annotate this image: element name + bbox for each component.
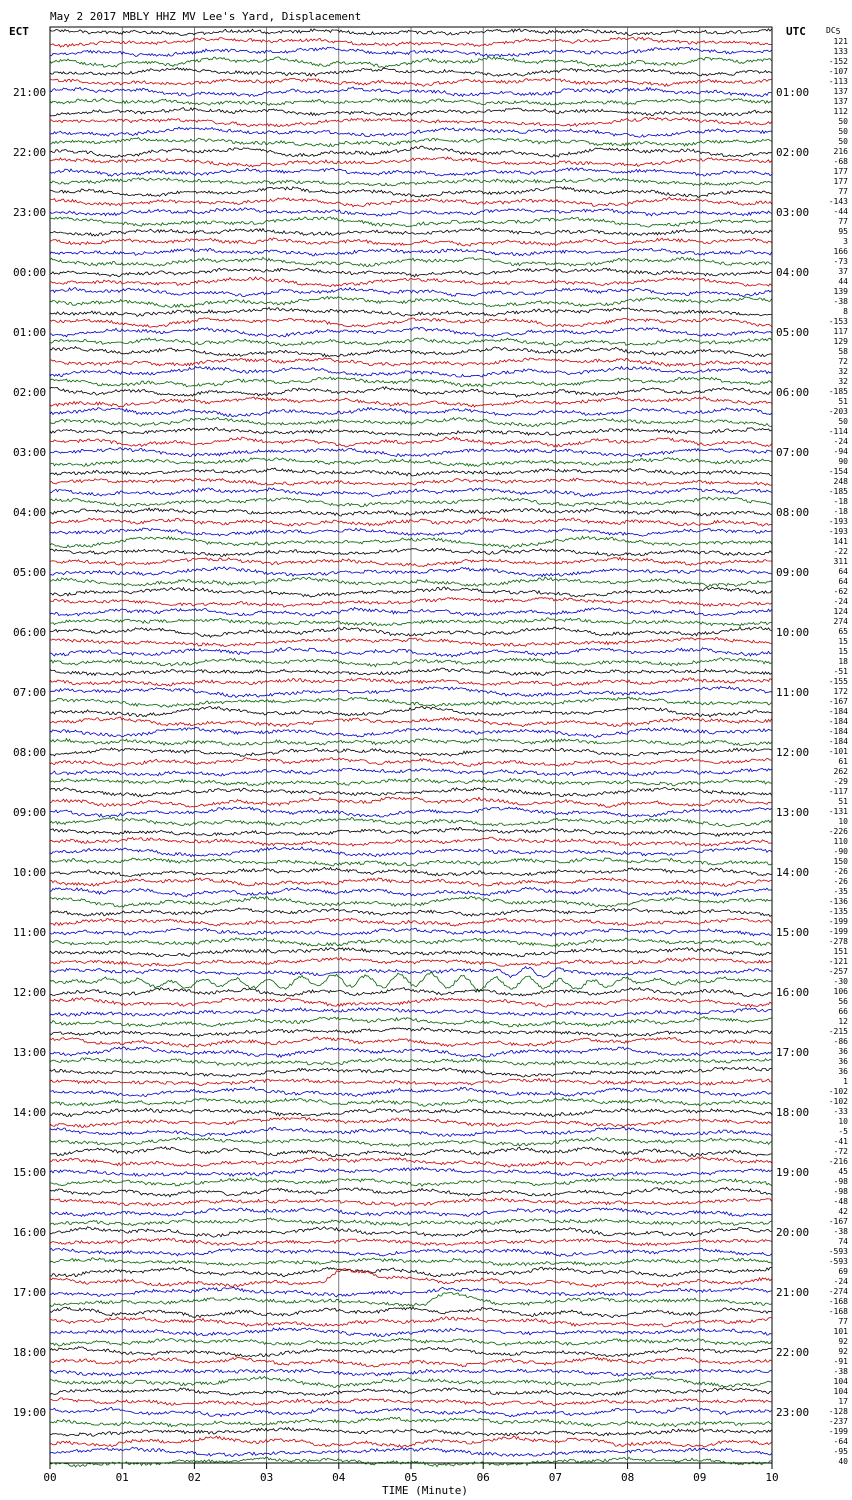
dc-offset-labels xyxy=(829,37,848,1466)
dc-offset-label: -184 xyxy=(828,727,848,736)
right-hour-label: 21:00 xyxy=(776,1286,810,1299)
dc-offset-label: -136 xyxy=(828,897,848,906)
dc-offset-label: 137 xyxy=(833,97,848,106)
dc-offset-label: 51 xyxy=(838,797,848,806)
dc-offset-label: 311 xyxy=(833,557,848,566)
dc-offset-label: -101 xyxy=(828,747,848,756)
dc-offset-label: 117 xyxy=(833,327,848,336)
dc-offset-label: -73 xyxy=(833,257,848,266)
dc-offset-label: -44 xyxy=(833,207,848,216)
dc-offset-label: 133 xyxy=(833,47,848,56)
dc-offset-label: 95 xyxy=(838,227,848,236)
dc-offset-label: -24 xyxy=(833,597,848,606)
right-hour-label: 09:00 xyxy=(776,566,810,579)
dc-offset-header xyxy=(826,26,841,36)
dc-offset-label: -184 xyxy=(828,707,848,716)
dc-offset-label: -185 xyxy=(828,487,848,496)
dc-offset-label: 166 xyxy=(833,247,848,256)
left-hour-label: 23:00 xyxy=(13,206,47,219)
right-hour-label: 18:00 xyxy=(776,1106,810,1119)
dc-offset-label: -38 xyxy=(833,1227,848,1236)
right-hour-labels xyxy=(776,86,809,1419)
dc-offset-label: -185 xyxy=(828,387,848,396)
right-hour-label: 13:00 xyxy=(776,806,810,819)
minute-gridlines xyxy=(122,27,700,1463)
right-hour-label: 19:00 xyxy=(776,1166,810,1179)
left-timezone-label: ECT xyxy=(9,25,29,38)
dc-offset-label: 177 xyxy=(833,177,848,186)
dc-offset-label: -24 xyxy=(833,1277,848,1286)
left-hour-label: 02:00 xyxy=(13,386,47,399)
dc-offset-label: -199 xyxy=(828,1427,848,1436)
left-hour-label: 00:00 xyxy=(13,266,47,279)
dc-offset-label: 36 xyxy=(838,1047,848,1056)
dc-offset-label: 37 xyxy=(838,267,848,276)
dc-offset-label: 56 xyxy=(838,997,848,1006)
dc-offset-label: -167 xyxy=(828,697,848,706)
dc-offset-label: -62 xyxy=(833,587,848,596)
dc-offset-label: 101 xyxy=(833,1327,848,1336)
dc-offset-label: -30 xyxy=(833,977,848,986)
dc-offset-label: 50 xyxy=(838,127,848,136)
left-hour-label: 21:00 xyxy=(13,86,47,99)
dc-offset-label: 10 xyxy=(838,1117,848,1126)
dc-offset-label: -135 xyxy=(828,907,848,916)
dc-offset-label: -193 xyxy=(828,517,848,526)
dc-offset-label: -35 xyxy=(833,887,848,896)
dc-offset-label: -128 xyxy=(828,1407,848,1416)
right-hour-label: 22:00 xyxy=(776,1346,810,1359)
dc-offset-label: 77 xyxy=(838,217,848,226)
dc-offset-label: 106 xyxy=(833,987,848,996)
left-hour-label: 22:00 xyxy=(13,146,47,159)
dc-offset-label: -22 xyxy=(833,547,848,556)
dc-offset-label: 141 xyxy=(833,537,848,546)
dc-offset-label: -94 xyxy=(833,447,848,456)
right-hour-label: 17:00 xyxy=(776,1046,810,1059)
right-hour-label: 07:00 xyxy=(776,446,810,459)
dc-offset-label: 12 xyxy=(838,1017,848,1026)
right-hour-label: 11:00 xyxy=(776,686,810,699)
dc-offset-label: 129 xyxy=(833,337,848,346)
dc-offset-label: -48 xyxy=(833,1197,848,1206)
dc-offset-label: 10 xyxy=(838,817,848,826)
x-tick-label: 04 xyxy=(332,1471,346,1484)
right-hour-label: 08:00 xyxy=(776,506,810,519)
dc-offset-label: -593 xyxy=(828,1247,848,1256)
dc-offset-label: -18 xyxy=(833,497,848,506)
dc-offset-label: 40 xyxy=(838,1457,848,1466)
dc-offset-label: 139 xyxy=(833,287,848,296)
dc-offset-label: -155 xyxy=(828,677,848,686)
left-hour-label: 03:00 xyxy=(13,446,47,459)
right-timezone-label: UTC xyxy=(786,25,806,38)
dc-offset-label: -107 xyxy=(828,67,848,76)
dc-offset-label: -5 xyxy=(838,1127,848,1136)
dc-offset-label: 110 xyxy=(833,837,848,846)
dc-offset-label: 262 xyxy=(833,767,848,776)
dc-offset-label: -38 xyxy=(833,1367,848,1376)
dc-offset-label: -29 xyxy=(833,777,848,786)
dc-offset-label: 151 xyxy=(833,947,848,956)
x-tick-label: 02 xyxy=(187,1471,202,1484)
dc-offset-label: -168 xyxy=(828,1307,848,1316)
left-hour-label: 08:00 xyxy=(13,746,47,759)
x-tick-label: 09 xyxy=(693,1471,707,1484)
left-hour-label: 10:00 xyxy=(13,866,47,879)
dc-offset-label: 61 xyxy=(838,757,848,766)
dc-offset-label: -24 xyxy=(833,437,848,446)
dc-offset-label: 64 xyxy=(838,577,848,586)
dc-offset-label: -154 xyxy=(828,467,848,476)
dc-offset-label: 150 xyxy=(833,857,848,866)
dc-offset-label: -593 xyxy=(828,1257,848,1266)
dc-offset-label: 18 xyxy=(838,657,848,666)
x-tick-label: 05 xyxy=(404,1471,418,1484)
dc-offset-label: 104 xyxy=(833,1387,848,1396)
dc-offset-label: 17 xyxy=(838,1397,848,1406)
dc-offset-label: 274 xyxy=(833,617,848,626)
left-hour-label: 17:00 xyxy=(13,1286,47,1299)
dc-offset-label: -199 xyxy=(828,917,848,926)
dc-offset-label: -38 xyxy=(833,297,848,306)
dc-offset-label: 137 xyxy=(833,87,848,96)
dc-offset-label: -257 xyxy=(828,967,848,976)
dc-offset-label: -199 xyxy=(828,927,848,936)
left-hour-label: 09:00 xyxy=(13,806,47,819)
dc-offset-label: -216 xyxy=(828,1157,848,1166)
x-tick-label: 06 xyxy=(476,1471,490,1484)
dc-offset-label: 90 xyxy=(838,457,848,466)
dc-offset-label: 32 xyxy=(838,367,848,376)
dc-offset-label: 45 xyxy=(838,1167,848,1176)
right-hour-label: 15:00 xyxy=(776,926,810,939)
dc-offset-label: 248 xyxy=(833,477,848,486)
x-tick-label: 10 xyxy=(765,1471,779,1484)
dc-offset-label: -102 xyxy=(828,1097,848,1106)
plot-title: May 2 2017 MBLY HHZ MV Lee's Yard, Displacement xyxy=(50,10,362,23)
left-hour-label: 01:00 xyxy=(13,326,47,339)
dc-offset-label: -68 xyxy=(833,157,848,166)
dc-offset-label: 172 xyxy=(833,687,848,696)
dc-offset-label: 177 xyxy=(833,167,848,176)
dc-offset-label: 112 xyxy=(833,107,848,116)
dc-offset-label: -64 xyxy=(833,1437,848,1446)
dc-offset-label: -86 xyxy=(833,1037,848,1046)
dc-offset-label: 50 xyxy=(838,417,848,426)
dc-offset-label: -237 xyxy=(828,1417,848,1426)
left-hour-label: 16:00 xyxy=(13,1226,47,1239)
dc-offset-label: -18 xyxy=(833,507,848,516)
left-hour-label: 04:00 xyxy=(13,506,47,519)
dc-offset-label: -98 xyxy=(833,1177,848,1186)
dc-offset-label: -278 xyxy=(828,937,848,946)
right-hour-label: 03:00 xyxy=(776,206,810,219)
dc-offset-label: 32 xyxy=(838,377,848,386)
dc-offset-label: 72 xyxy=(838,357,848,366)
right-hour-label: 20:00 xyxy=(776,1226,810,1239)
dc-offset-label: 36 xyxy=(838,1067,848,1076)
dc-offset-label: -98 xyxy=(833,1187,848,1196)
left-hour-label: 14:00 xyxy=(13,1106,47,1119)
dc-offset-header-subscript: 5 xyxy=(835,27,841,36)
dc-offset-label: -143 xyxy=(828,197,848,206)
dc-offset-label: -113 xyxy=(828,77,848,86)
right-hour-label: 05:00 xyxy=(776,326,810,339)
dc-offset-label: 64 xyxy=(838,567,848,576)
left-hour-label: 13:00 xyxy=(13,1046,47,1059)
right-hour-label: 02:00 xyxy=(776,146,810,159)
dc-offset-label: -33 xyxy=(833,1107,848,1116)
dc-offset-label: -41 xyxy=(833,1137,848,1146)
right-hour-label: 14:00 xyxy=(776,866,810,879)
dc-offset-label: -152 xyxy=(828,57,848,66)
left-hour-label: 07:00 xyxy=(13,686,47,699)
dc-offset-label: 92 xyxy=(838,1347,848,1356)
dc-offset-label: 3 xyxy=(843,237,848,246)
x-tick-label: 07 xyxy=(548,1471,563,1484)
right-hour-label: 10:00 xyxy=(776,626,810,639)
dc-offset-label: 1 xyxy=(843,1077,848,1086)
dc-offset-label: 92 xyxy=(838,1337,848,1346)
dc-offset-label: 58 xyxy=(838,347,848,356)
left-hour-label: 19:00 xyxy=(13,1406,47,1419)
dc-offset-label: -114 xyxy=(828,427,848,436)
left-hour-label: 12:00 xyxy=(13,986,47,999)
dc-offset-label: 124 xyxy=(833,607,848,616)
dc-offset-label: 66 xyxy=(838,1007,848,1016)
right-hour-label: 06:00 xyxy=(776,386,810,399)
left-hour-label: 18:00 xyxy=(13,1346,47,1359)
x-axis-ticks xyxy=(43,1463,778,1484)
dc-offset-label: -226 xyxy=(828,827,848,836)
dc-offset-label: 69 xyxy=(838,1267,848,1276)
left-hour-labels xyxy=(13,86,46,1419)
dc-offset-label: -184 xyxy=(828,737,848,746)
dc-offset-label: -117 xyxy=(828,787,848,796)
dc-offset-label: 36 xyxy=(838,1057,848,1066)
dc-offset-label: -95 xyxy=(833,1447,848,1456)
dc-offset-label: 65 xyxy=(838,627,848,636)
dc-offset-label: 15 xyxy=(838,647,848,656)
x-tick-label: 08 xyxy=(620,1471,635,1484)
x-axis-title: TIME (Minute) xyxy=(381,1484,469,1497)
right-hour-label: 04:00 xyxy=(776,266,810,279)
left-hour-label: 06:00 xyxy=(13,626,47,639)
dc-offset-label: 121 xyxy=(833,37,848,46)
dc-offset-label: -215 xyxy=(828,1027,848,1036)
dc-offset-label: -26 xyxy=(833,877,848,886)
dc-offset-label: 51 xyxy=(838,397,848,406)
dc-offset-label: -167 xyxy=(828,1217,848,1226)
dc-offset-label: 50 xyxy=(838,137,848,146)
dc-offset-label: -121 xyxy=(828,957,848,966)
dc-offset-label: -153 xyxy=(828,317,848,326)
dc-offset-label: -51 xyxy=(833,667,848,676)
dc-offset-label: 77 xyxy=(838,1317,848,1326)
left-hour-label: 11:00 xyxy=(13,926,47,939)
dc-offset-label: -184 xyxy=(828,717,848,726)
dc-offset-label: 15 xyxy=(838,637,848,646)
dc-offset-label: -274 xyxy=(828,1287,848,1296)
right-hour-label: 16:00 xyxy=(776,986,810,999)
dc-offset-label: -203 xyxy=(828,407,848,416)
dc-offset-label: 42 xyxy=(838,1207,848,1216)
dc-offset-label: -26 xyxy=(833,867,848,876)
left-hour-label: 05:00 xyxy=(13,566,47,579)
dc-offset-label: 44 xyxy=(838,277,848,286)
right-hour-label: 23:00 xyxy=(776,1406,810,1419)
right-hour-label: 12:00 xyxy=(776,746,810,759)
dc-offset-header-text: DC xyxy=(826,26,836,35)
dc-offset-label: 77 xyxy=(838,187,848,196)
dc-offset-label: -168 xyxy=(828,1297,848,1306)
dc-offset-label: -91 xyxy=(833,1357,848,1366)
right-hour-label: 01:00 xyxy=(776,86,810,99)
dc-offset-label: -193 xyxy=(828,527,848,536)
dc-offset-label: 74 xyxy=(838,1237,848,1246)
dc-offset-label: 8 xyxy=(843,307,848,316)
left-hour-label: 15:00 xyxy=(13,1166,47,1179)
dc-offset-label: -131 xyxy=(828,807,848,816)
dc-offset-label: -72 xyxy=(833,1147,848,1156)
dc-offset-label: 104 xyxy=(833,1377,848,1386)
dc-offset-label: -102 xyxy=(828,1087,848,1096)
x-tick-label: 01 xyxy=(115,1471,129,1484)
x-tick-label: 03 xyxy=(259,1471,274,1484)
dc-offset-label: -90 xyxy=(833,847,848,856)
x-tick-label: 00 xyxy=(43,1471,57,1484)
dc-offset-label: 50 xyxy=(838,117,848,126)
dc-offset-label: 216 xyxy=(833,147,848,156)
